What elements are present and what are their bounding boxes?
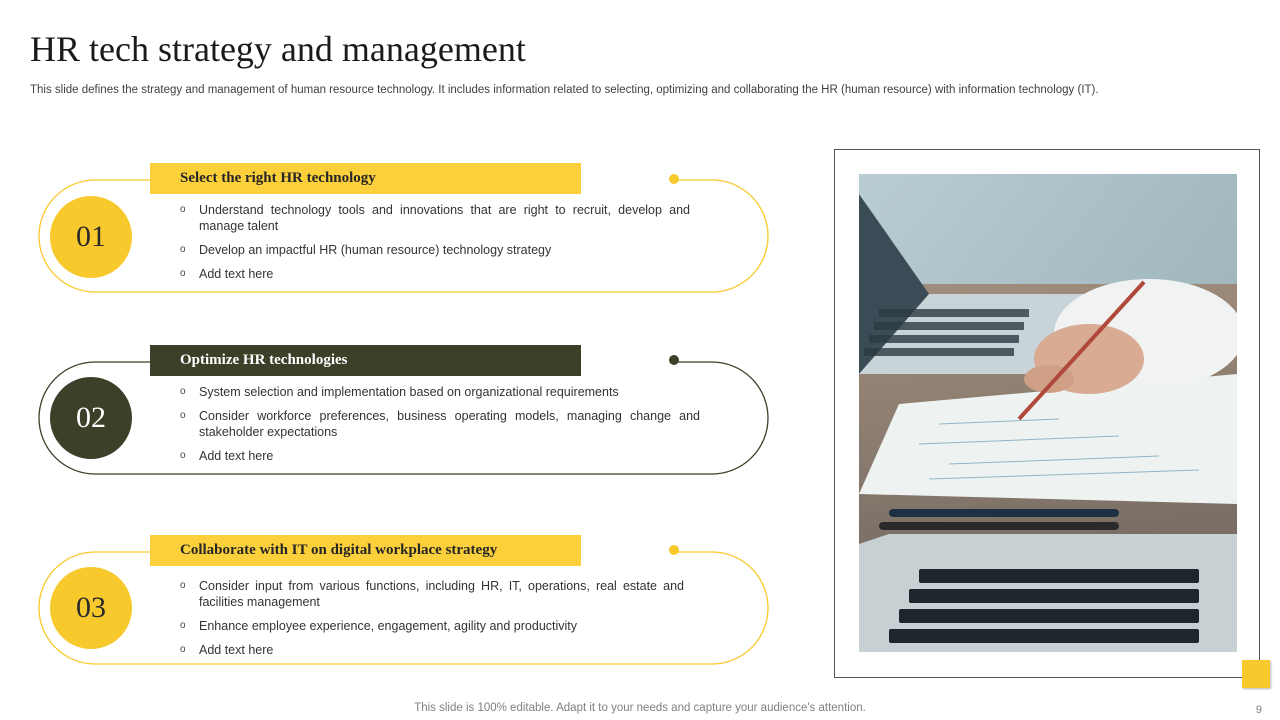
step-heading-bar: Select the right HR technology — [150, 163, 581, 194]
bullet-marker-icon: o — [180, 268, 186, 279]
step-heading-bar: Collaborate with IT on digital workplace strategy — [150, 535, 581, 566]
bullet-list — [180, 202, 690, 290]
strategy-block-3 — [30, 532, 790, 672]
page-number: 9 — [1255, 704, 1262, 716]
bullet-item: o Develop an impactful HR (human resource) technology strategy — [180, 243, 552, 257]
bullet-marker-icon: o — [180, 410, 186, 421]
step-number-circle: 01 — [50, 196, 132, 278]
bullet-marker-icon: o — [180, 244, 186, 255]
bullet-marker-icon: o — [180, 450, 186, 461]
slide-subtitle: This slide defines the strategy and management of human resource technology. It includes information related to selecting, optimizing and collaborating the HR (human resource) with information technology (IT). — [30, 84, 1099, 96]
bullet-marker-icon: o — [180, 204, 186, 215]
step-heading-bar: Optimize HR technologies — [150, 345, 581, 376]
bullet-list — [180, 578, 684, 666]
bullet-marker-icon: o — [180, 644, 186, 655]
strategy-block-1 — [30, 160, 790, 300]
bullet-list — [180, 384, 700, 472]
corner-accent-square — [1242, 660, 1270, 688]
bullet-item: o Add text here — [180, 643, 274, 657]
bullet-item: o Add text here — [180, 449, 274, 463]
connector-dot — [669, 174, 679, 184]
bullet-item: o System selection and implementation based on organizational requirements — [180, 385, 619, 399]
photo-frame — [834, 149, 1260, 678]
bullet-item: o Consider workforce preferences, business operating models, managing change and stakeholder expectations — [180, 409, 700, 439]
bullet-marker-icon: o — [180, 386, 186, 397]
laptop-desk-photo-icon — [859, 174, 1237, 652]
connector-dot — [669, 545, 679, 555]
connector-dot — [669, 355, 679, 365]
strategy-block-2 — [30, 342, 790, 482]
bullet-marker-icon: o — [180, 620, 186, 631]
slide-title: HR tech strategy and management — [30, 29, 526, 69]
bullet-marker-icon: o — [180, 580, 186, 591]
step-number-circle: 03 — [50, 567, 132, 649]
bullet-item: o Consider input from various functions, including HR, IT, operations, real estate and facilities management — [180, 579, 684, 609]
step-number-circle: 02 — [50, 377, 132, 459]
bullet-item: o Add text here — [180, 267, 274, 281]
footer-note: This slide is 100% editable. Adapt it to your needs and capture your audience's attention. — [414, 702, 866, 714]
bullet-item: o Understand technology tools and innovations that are right to recruit, develop and manage talent — [180, 203, 690, 233]
bullet-item: o Enhance employee experience, engagement, agility and productivity — [180, 619, 578, 633]
